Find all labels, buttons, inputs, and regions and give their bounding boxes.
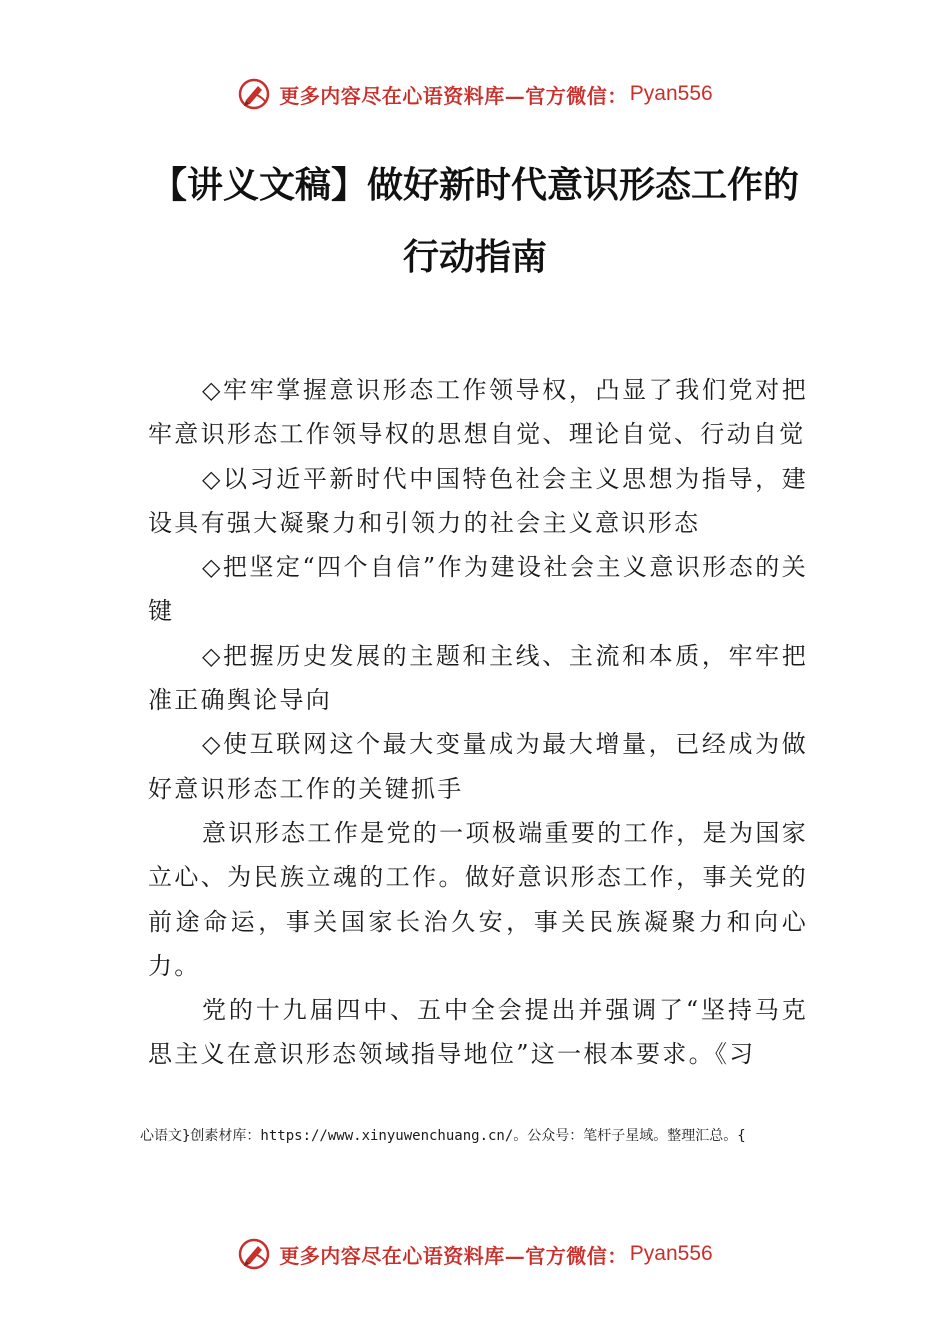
header-banner: [0, 72, 950, 116]
source-note: 心语文}创素材库：https://www.xinyuwenchuang.cn/。公众号：笔杆子星域。整理汇总。{: [140, 1128, 746, 1144]
banner-wechat-id: Pyan556: [629, 1242, 713, 1265]
document-title: 【讲义文稿】做好新时代意识形态工作的行动指南: [150, 165, 799, 278]
banner-wechat-id: Pyan556: [629, 82, 713, 105]
paragraph: ◇把握历史发展的主题和主线、主流和本质，牢牢把准正确舆论导向: [148, 641, 808, 715]
paragraph: 意识形态工作是党的一项极端重要的工作，是为国家立心、为民族立魂的工作。做好意识形态工作，事关党的前途命运，事关国家长治久安，事关民族凝聚力和向心力。: [148, 818, 808, 980]
footer-banner: [0, 1232, 950, 1276]
pen-logo-icon: [237, 1237, 271, 1271]
pen-logo-icon: [237, 77, 271, 111]
document-body: [148, 368, 808, 1077]
banner-text: 更多内容尽在心语资料库—官方微信：: [279, 83, 628, 108]
paragraph: ◇牢牢掌握意识形态工作领导权，凸显了我们党对把牢意识形态工作领导权的思想自觉、理论自觉、行动自觉: [148, 376, 808, 449]
banner-text: 更多内容尽在心语资料库—官方微信：: [279, 1243, 628, 1268]
paragraph: ◇使互联网这个最大变量成为最大增量，已经成为做好意识形态工作的关键抓手: [148, 730, 808, 803]
paragraph: ◇以习近平新时代中国特色社会主义思想为指导，建设具有强大凝聚力和引领力的社会主义意识形态: [148, 464, 808, 537]
paragraph: ◇把坚定“四个自信”作为建设社会主义意识形态的关键: [148, 553, 808, 626]
paragraph: 党的十九届四中、五中全会提出并强调了“坚持马克思主义在意识形态领域指导地位”这一根本要求。《习: [148, 996, 808, 1069]
